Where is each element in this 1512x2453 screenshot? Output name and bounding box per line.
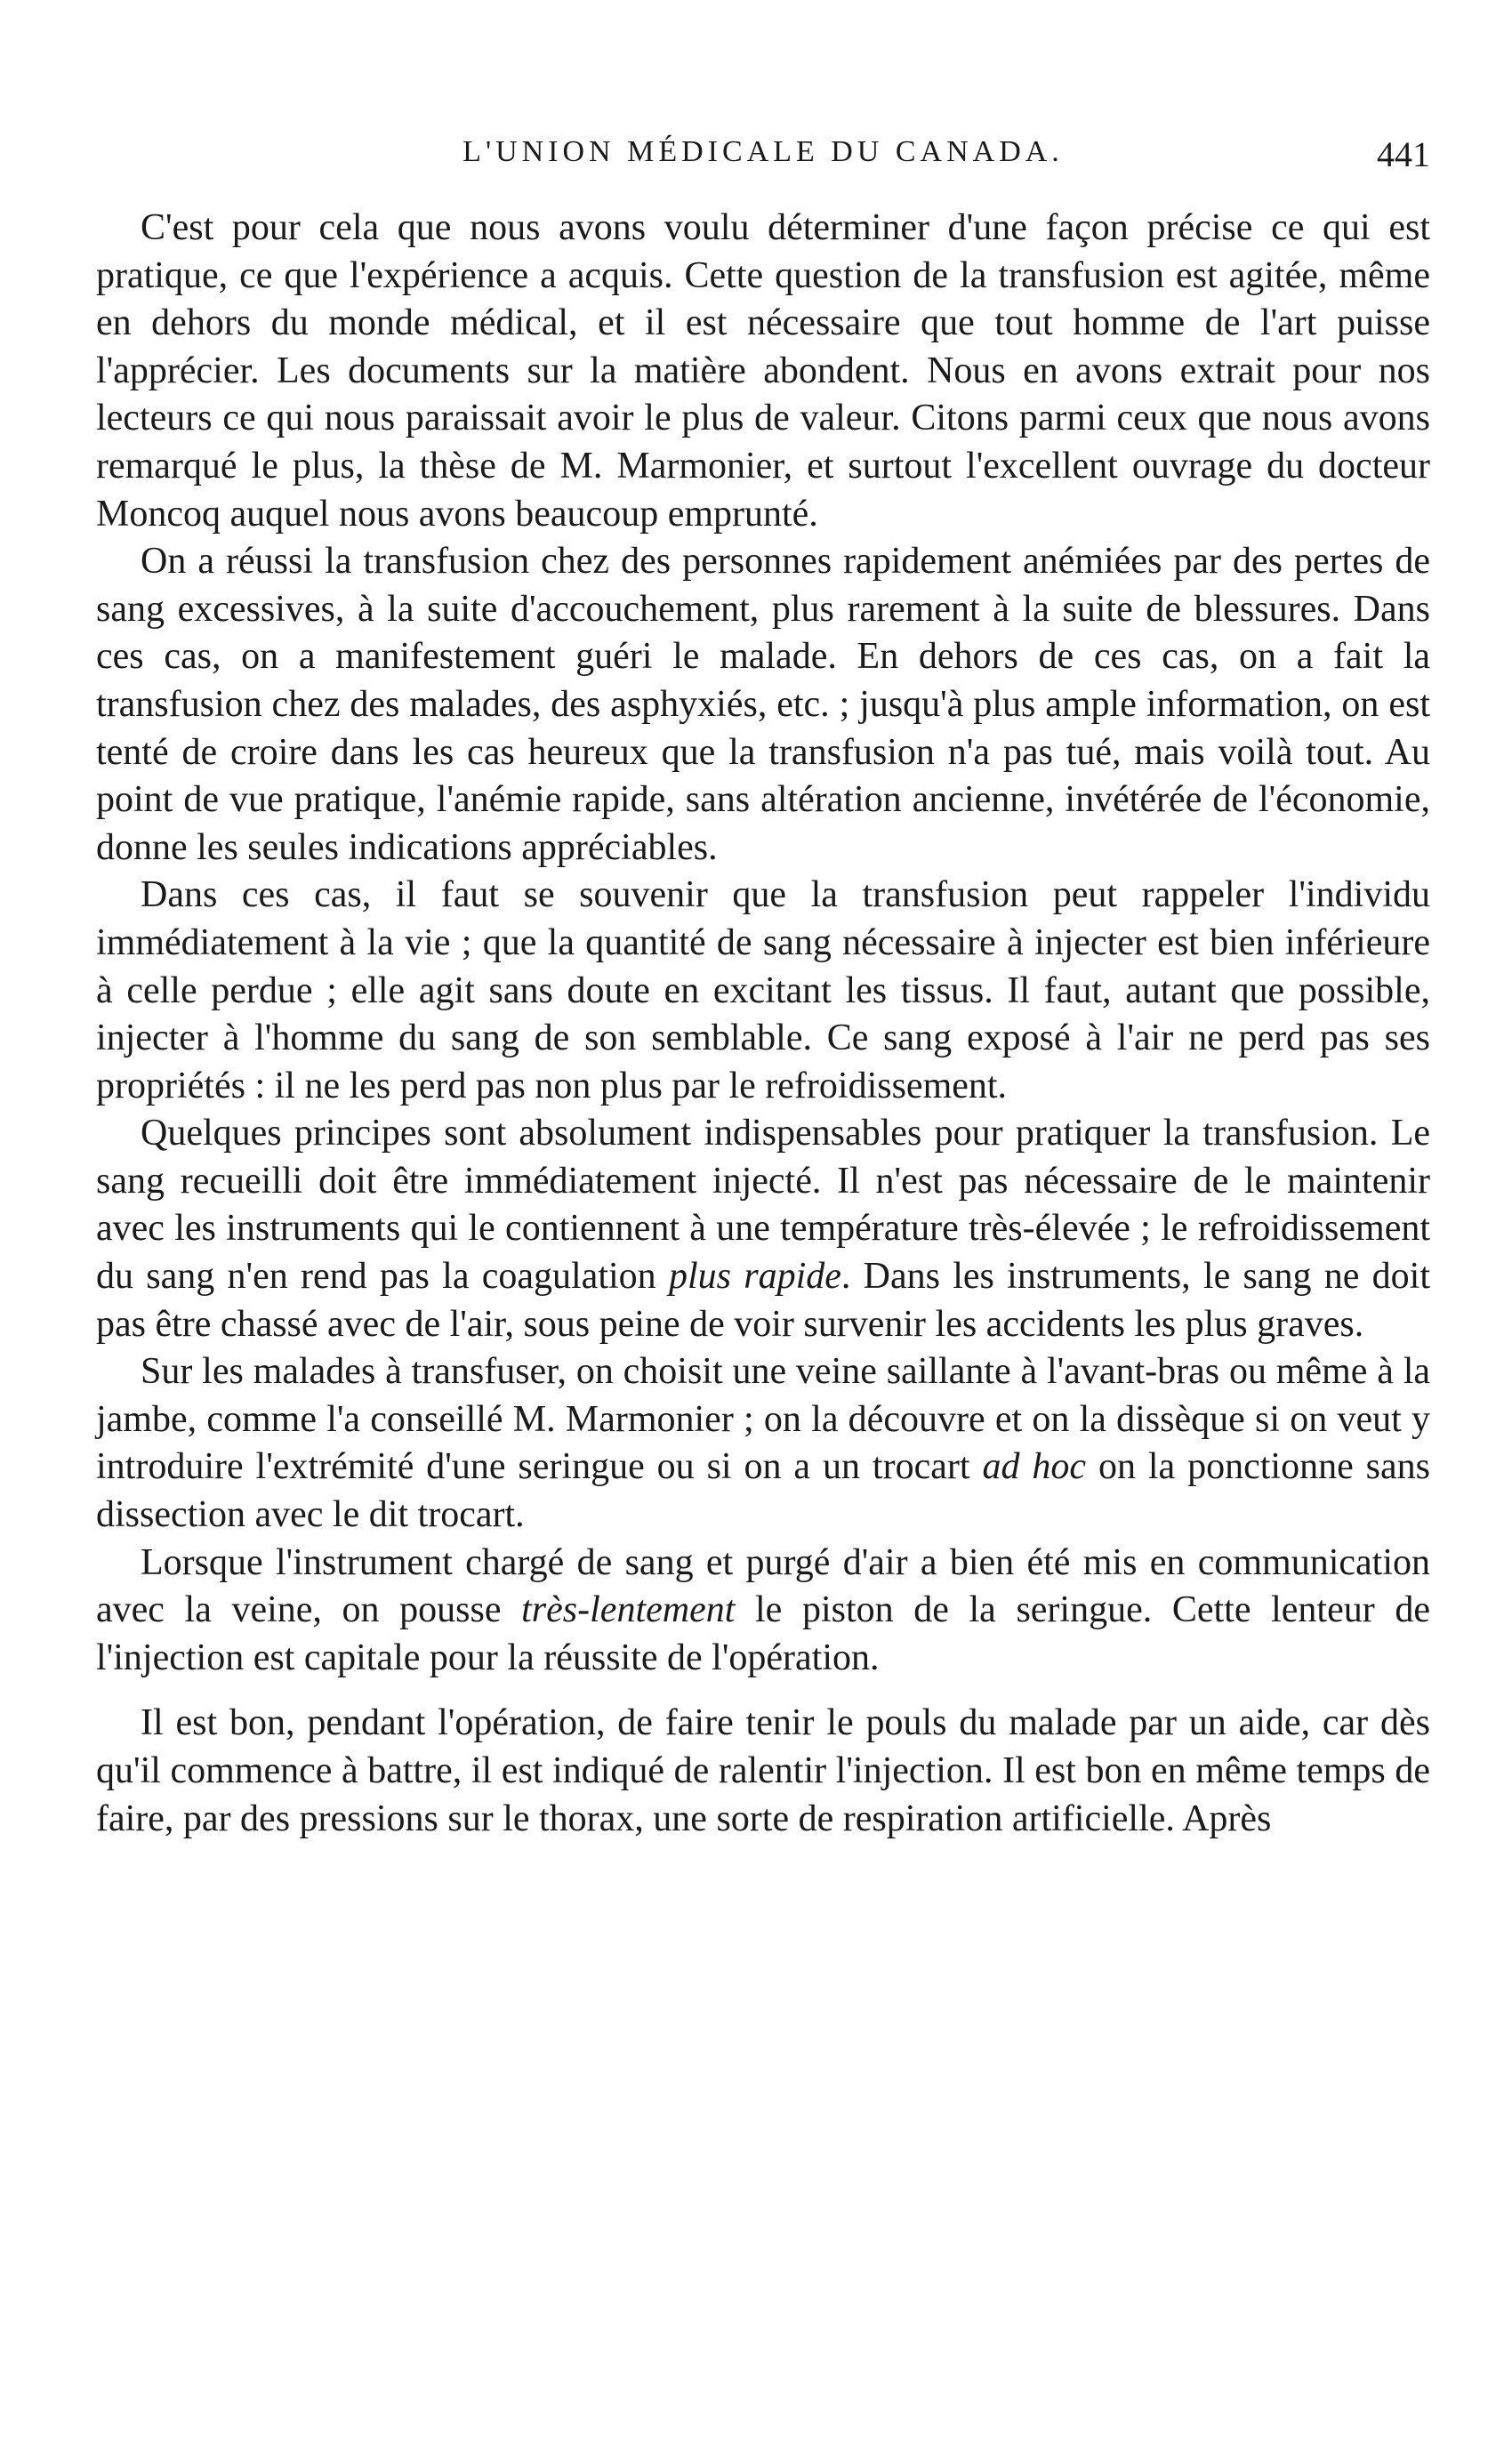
- paragraph-6-text-start: Lorsque l'instrument chargé de sang et purgé d'air a bien été mis en communication avec la veine, on pousse: [96, 1541, 1430, 1631]
- paragraph-6-text-end: le piston de la seringue. Cette lenteur de l'injection est capitale pour la réussite de l'opération.: [96, 1589, 1430, 1678]
- paragraph-5-text-start: Sur les malades à transfuser, on choisit une veine saillante à l'avant-bras ou même à la jambe, comme l'a conseillé M. Marmonier ; on la découvre et on la dissèque si on veut y introduire l'extrémité d'une seringue ou si on a un trocart: [96, 1351, 1430, 1488]
- running-header: [96, 133, 1430, 187]
- paragraph-4-text-start: Quelques principes sont absolument indispensables pour pratiquer la transfusion. Le sang recueilli doit être immédiatement injecté. Il n'est pas nécessaire de le maintenir avec les instruments qui le contiennent à une température très-élevée ; le refroidissement du sang n'en rend pas la coagulation: [96, 1113, 1430, 1298]
- paragraph-2: On a réussi la transfusion chez des personnes rapidement anémiées par des pertes de sang excessives, à la suite d'accouchement, plus rarement à la suite de blessures. Dans ces cas, on a manifestement guéri le malade. En dehors de ces cas, on a fait la transfusion chez des malades, des asphyxiés, etc. ; jusqu'à plus ample information, on est tenté de croire dans les cas heureux que la transfusion n'a pas tué, mais voilà tout. Au point de vue pratique, l'anémie rapide, sans altération ancienne, invétérée de l'économie, donne les seules indications appréciables.: [96, 541, 1430, 868]
- paragraph-3: Dans ces cas, il faut se souvenir que la transfusion peut rappeler l'individu immédiatement à la vie ; que la quantité de sang nécessaire à injecter est bien inférieure à celle perdue ; elle agit sans doute en excitant les tissus. Il faut, autant que possible, injecter à l'homme du sang de son semblable. Ce sang exposé à l'air ne perd pas ses propriétés : il ne les perd pas non plus par le refroidissement.: [96, 874, 1430, 1106]
- paragraph-4-emphasis: plus rapide: [668, 1256, 841, 1298]
- paragraph-5: [96, 1348, 1430, 1539]
- article-body: [96, 205, 1430, 1843]
- paragraph-6-emphasis: très-lentement: [521, 1589, 736, 1631]
- paragraph-5-text-end: on la ponctionne sans dissection avec le dit trocart.: [96, 1446, 1430, 1536]
- page: [96, 133, 1430, 1843]
- paragraph-5-emphasis: ad hoc: [982, 1446, 1087, 1488]
- paragraph-7: Il est bon, pendant l'opération, de faire tenir le pouls du malade par un aide, car dès qu'il commence à battre, il est indiqué de ralentir l'injection. Il est bon en même temps de faire, par des pressions sur le thorax, une sorte de respiration artificielle. Après: [96, 1702, 1430, 1839]
- page-number: 441: [1377, 134, 1430, 174]
- paragraph-4-text-end: . Dans les instruments, le sang ne doit pas être chassé avec de l'air, sous peine de voir survenir les accidents les plus graves.: [96, 1256, 1430, 1345]
- paragraph-1: C'est pour cela que nous avons voulu déterminer d'une façon précise ce qui est pratique, ce que l'expérience a acquis. Cette question de la transfusion est agitée, même en dehors du monde médical, et il est nécessaire que tout homme de l'art puisse l'apprécier. Les documents sur la matière abondent. Nous en avons extrait pour nos lecteurs ce qui nous paraissait avoir le plus de valeur. Citons parmi ceux que nous avons remarqué le plus, la thèse de M. Marmonier, et surtout l'excellent ouvrage du docteur Moncoq auquel nous avons beaucoup emprunté.: [96, 207, 1430, 535]
- running-title: L'UNION MÉDICALE DU CANADA.: [462, 135, 1064, 168]
- paragraph-6: [96, 1540, 1430, 1683]
- paragraph-4: [96, 1110, 1430, 1348]
